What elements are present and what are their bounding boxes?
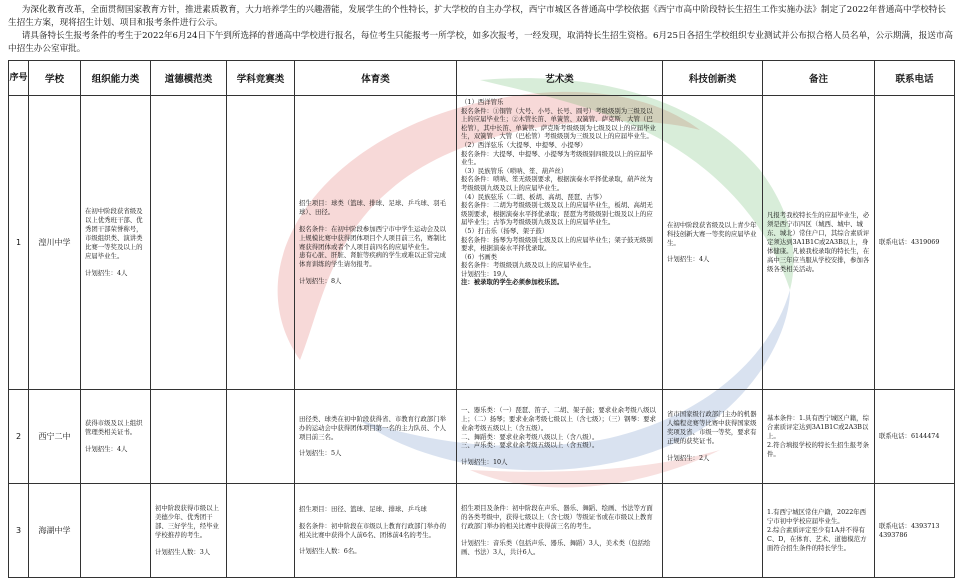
intro-paragraph-1: 为深化教育改革，全面贯彻国家教育方针，推进素质教育，大力培养学生的兴趣潜能，发展学生的个性特长，扩大学校的自主办学权，西宁市城区各普通高中学校依据《西宁市高中阶段特长生招生工作实施办法》制定了2022年普通高中学校特长生招生方案，现将招生计划、项目和报考条件进行公示。 — [8, 5, 946, 28]
art-line: 一、器乐类：（一）琵琶、笛子、二胡、架子鼓；要求业余考级八级以上；（二）扬琴；要求业余考级七级以上（含七级）；（三）钢琴：要求业余考级五级以上（含五级）。 — [461, 405, 656, 432]
sports-text: 田径类、球类在初中阶段获得省、市教育行政部门举办的运动会中获得团体项目第一名的主力队员、个人项目前三名。 — [299, 414, 446, 441]
header-tech: 科技创新类 — [663, 61, 763, 96]
art-line: 三、声乐类：要求业余考级五级以上（含五级）。 — [461, 441, 599, 450]
row-moral — [151, 390, 227, 484]
row-tel — [875, 484, 955, 578]
sports-text: 招生项目：球类（篮球、排球、足球、乒乓球、羽毛球）、田径。 — [299, 198, 446, 216]
row-note — [763, 390, 875, 484]
org-text: 在初中阶段获省级及以上优秀班干部、优秀团干部荣誉称号，市级组织类、演讲类比赛一等奖及以上的应届毕业生。 — [85, 207, 143, 260]
org-plan: 计划招生：4人 — [85, 444, 128, 453]
tech-text: 省市国家级行政部门主办的机器人编程竞赛等比赛中获得国家级奖项及省、市级一等奖，要求有正规的获奖证书。 — [667, 410, 757, 445]
row-seq: 2 — [9, 390, 29, 484]
table-header-row — [9, 61, 955, 96]
sports-plan: 计划招生人数：6名。 — [299, 547, 361, 556]
org-plan: 计划招生：4人 — [85, 268, 128, 277]
table-row — [9, 390, 955, 484]
sports-plan: 计划招生：5人 — [299, 449, 342, 458]
sports-cond: 报名条件：在初中阶段参加西宁市中学生运动会及以上规模比赛中获得团体项目个人项目前三名，赛制比赛获得团体或者个人项目前四名的应届毕业生。 患有心脏、肝脏、肾脏等疾病的学生或难以正常完成体育训练的学生请勿报考。 — [299, 224, 446, 269]
header-subject: 学科竞赛类 — [227, 61, 295, 96]
art-line: 二、舞蹈类：要求业余考级八级以上（含八级）。 — [461, 432, 599, 441]
row-sports — [295, 96, 457, 390]
art-line: （6）书画类 — [461, 252, 498, 261]
art-plan: 计划招生：10人 — [461, 458, 508, 467]
art-line: 报名条件：①铜管（大号、小号、长号、圆号）考级级别为三级及以上的应届毕业生；②木管长笛、单簧管、双簧管、萨克斯、大管（巴松管），其中长笛、单簧管、萨克斯考级级别为七级及以上的应届毕业生，双簧管、大管（巴松管）考级级别为三级及以上的应届毕业生。 — [461, 106, 656, 141]
header-sports: 体育类 — [295, 61, 457, 96]
row-art — [457, 96, 663, 390]
row-moral — [151, 484, 227, 578]
art-line: 报名条件：考级级别九级及以上的应届毕业生。 — [461, 261, 596, 270]
sports-cond: 报名条件：初中阶段在市级以上教育行政部门举办的相关比赛中获得个人前6名、团体前4名的考生。 — [299, 521, 446, 539]
row-subject — [227, 390, 295, 484]
art-line: 报名条件：扬琴为考级级别七级及以上的应届毕业生；架子鼓无级别要求，根据演奏水平择优录取。 — [461, 235, 653, 253]
header-art: 艺术类 — [457, 61, 663, 96]
table-row — [9, 96, 955, 390]
tel-text: 联系电话：4319069 — [879, 238, 940, 247]
tech-plan: 计划招生：2人 — [667, 453, 710, 462]
note-text: 1.有西宁城区常住户籍，2022年西宁市初中学校应届毕业生。 2.综合素质评定至少有1A并不得有C、D，在体育、艺术、道德模范方面符合招生条件的特长学生。 — [767, 508, 867, 552]
row-tech — [663, 484, 763, 578]
art-line: （5）打击乐（扬琴、架子鼓） — [461, 226, 549, 235]
row-subject — [227, 484, 295, 578]
row-moral — [151, 96, 227, 390]
row-art — [457, 390, 663, 484]
header-school: 学校 — [29, 61, 81, 96]
row-org — [81, 96, 151, 390]
row-seq: 1 — [9, 96, 29, 390]
moral-text: 初中阶段获得市级以上美德少年、优秀团干部、三好学生，经毕业学校推荐的考生。 — [155, 504, 219, 539]
row-seq: 3 — [9, 484, 29, 578]
row-tech — [663, 390, 763, 484]
row-school: 西宁二中 — [29, 390, 81, 484]
tel-text: 联系电话：4393713 4393786 — [879, 521, 940, 539]
art-line: （1）西洋管乐 — [461, 98, 504, 106]
header-tel: 联系电话 — [875, 61, 955, 96]
art-line: 报名条件：唢呐、笙无级别要求，根据演奏水平择优录取，葫芦丝为考级级别九级及以上的应届毕业生。 — [461, 175, 653, 192]
row-org — [81, 484, 151, 578]
row-sports — [295, 484, 457, 578]
tech-text: 在初中阶段获省级及以上青少年科技创新大赛一等奖的应届毕业生。 — [667, 220, 757, 247]
row-school: 湟川中学 — [29, 96, 81, 390]
org-text: 获得市级及以上组织管理类相关证书。 — [85, 419, 143, 437]
intro-paragraph-2: 请具备特长生报考条件的考生于2022年6月24日下午到所选择的普通高中学校进行报名，每位考生只能报考一所学校，如多次报考，一经发现，取消特长生招生资格。6月25日各招生学校组织专业测试并公布拟合格人员名单，公示期满，报送市高中招生办公室审批。 — [8, 31, 953, 54]
row-org — [81, 390, 151, 484]
row-sports — [295, 390, 457, 484]
art-line: 报名条件：大提琴、中提琴、小提琴为考级级别四级及以上的应届毕业生。 — [461, 149, 653, 167]
moral-plan: 计划招生人数：3人 — [155, 547, 211, 556]
header-seq: 序号 — [9, 61, 29, 96]
header-org: 组织能力类 — [81, 61, 151, 96]
row-note — [763, 484, 875, 578]
sports-plan: 计划招生：8人 — [299, 277, 342, 286]
row-note — [763, 96, 875, 390]
header-moral: 道德模范类 — [151, 61, 227, 96]
art-plan: 计划招生：音乐类（包括声乐、器乐、舞蹈）3人，美术类（包括绘画、书法）3人，共计6人。 — [461, 538, 651, 556]
row-art — [457, 484, 663, 578]
row-tech — [663, 96, 763, 390]
tel-text: 联系电话：6144474 — [879, 432, 940, 441]
art-line: 招生项目及条件：初中阶段在声乐、器乐、舞蹈、绘画、书法等方面的各类考级中，获得七级以上（含七级）等级证书或在市级以上教育行政部门举办的相关比赛中获得前三名的考生。 — [461, 504, 653, 531]
intro-text — [8, 4, 954, 56]
row-tel — [875, 390, 955, 484]
art-line: （3）民族管乐（唢呐、笙、葫芦丝） — [461, 166, 568, 175]
tech-plan: 计划招生：4人 — [667, 255, 710, 264]
art-line: （2）西洋弦乐（大提琴、中提琴、小提琴） — [461, 140, 587, 149]
header-note: 备注 — [763, 61, 875, 96]
art-line: 报名条件：二胡为考级级别七级及以上的应届毕业生，板胡、高胡无级别要求，根据演奏水平择优录取；琵琶为考级级别七级及以上的应届毕业生；古筝为考级级别九级及以上的应届毕业生。 — [461, 201, 653, 227]
row-subject — [227, 96, 295, 390]
art-note: 注：被录取的学生必须参加校乐团。 — [461, 278, 564, 287]
row-school: 海湖中学 — [29, 484, 81, 578]
enrollment-table — [8, 60, 955, 578]
note-text: 凡报考我校特长生的应届毕业生，必须是西宁市四区（城西、城中、城东、城北）常住户口，其综合素质评定须达到3A1B1C或2A3B以上，身体健康。凡被我校录取的特长生，在高中三年应当服从学校安排，参加各级各类相关活动。 — [767, 211, 870, 273]
art-plan: 计划招生：19人 — [461, 269, 508, 278]
row-tel — [875, 96, 955, 390]
art-line: （4）民族弦乐（二胡、板胡、高胡、琵琶、古筝） — [461, 192, 606, 201]
table-row — [9, 484, 955, 578]
note-text: 基本条件：1.具有西宁城区户籍，综合素质评定达到3A1B1C或2A3B以上。 2.符合填报学校的特长生招生报考条件。 — [767, 414, 869, 458]
sports-text: 招生项目：田径、篮球、足球、排球、乒乓球 — [299, 504, 427, 513]
